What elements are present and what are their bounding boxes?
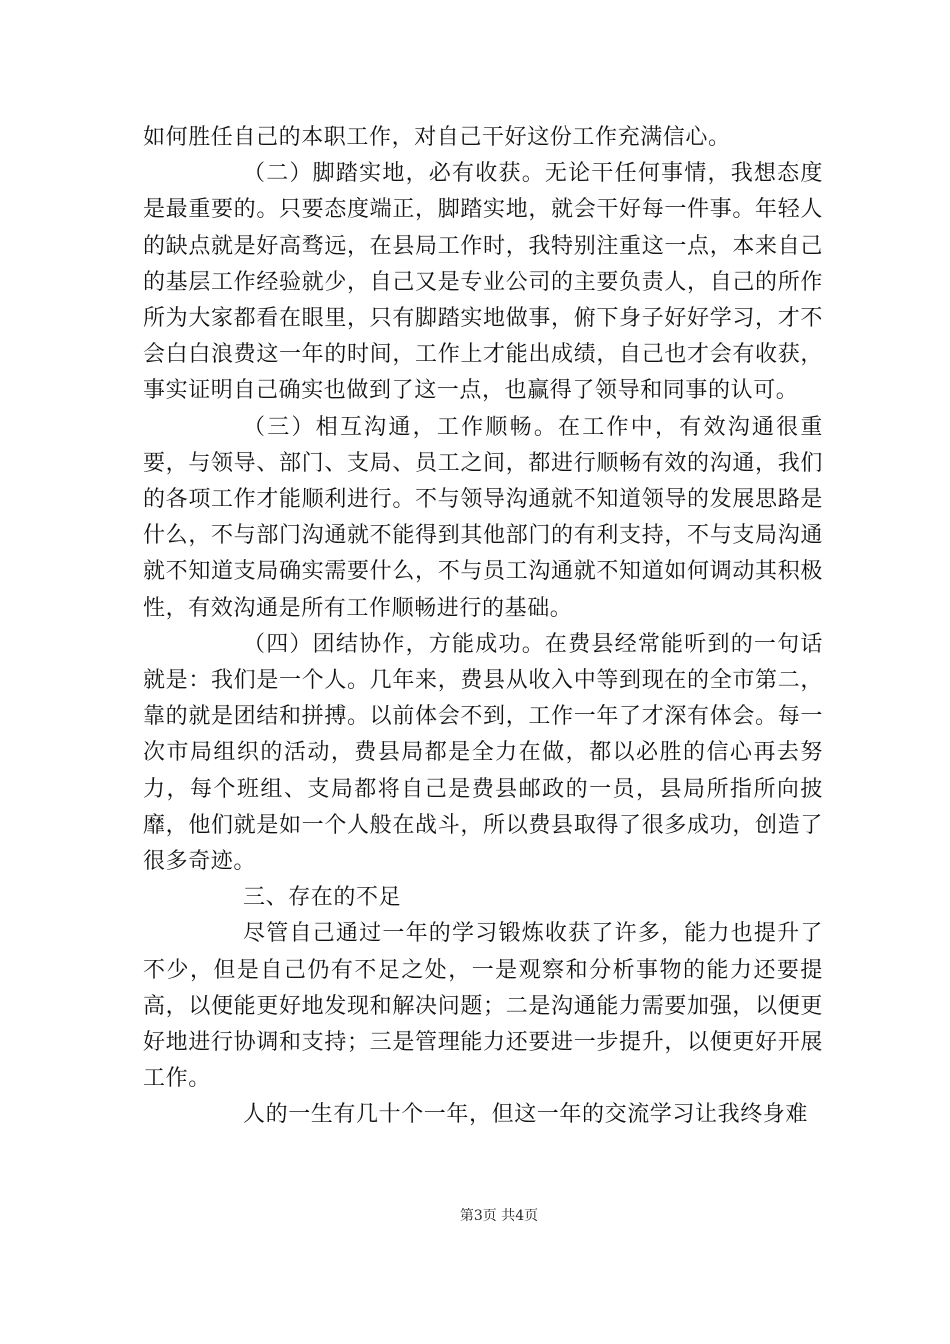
footer-suffix: 页 xyxy=(524,1208,539,1224)
footer-middle: 页 共 xyxy=(482,1208,516,1224)
footer-total-pages: 4 xyxy=(515,1208,525,1224)
paragraph-shortcomings: 尽管自己通过一年的学习锻炼收获了许多，能力也提升了不少，但是自己仍有不足之处，一是观察和分析事物的能力还要提高，以便能更好地发现和解决问题；二是沟通能力需要加强，以便更好地进行协调和支持；三是管理能力还要进一步提升，以便更好开展工作。 xyxy=(143,921,823,1092)
heading-shortcomings: 三、存在的不足 xyxy=(243,885,402,911)
paragraph-section-three: （三）相互沟通，工作顺畅。在工作中，有效沟通很重要，与领导、部门、支局、员工之间，都进行顺畅有效的沟通，我们的各项工作才能顺利进行。不与领导沟通就不知道领导的发展思路是什么，不与部门沟通就不能得到其他部门的有利支持，不与支局沟通就不知道支局确实需要什么，不与员工沟通就不知道如何调动其积极性，有效沟通是所有工作顺畅进行的基础。 xyxy=(143,414,823,621)
footer-page-number: 3 xyxy=(473,1208,483,1224)
footer-prefix: 第 xyxy=(459,1208,474,1224)
paragraph-continuation: 如何胜任自己的本职工作，对自己干好这份工作充满信心。 xyxy=(143,125,731,150)
paragraph-section-four: （四）团结协作，方能成功。在费县经常能听到的一句话就是：我们是一个人。几年来，费县从收入中等到现在的全市第二，靠的就是团结和拼搏。以前体会不到，工作一年了才深有体会。每一次市局组织的活动，费县局都是全力在做，都以必胜的信心再去努力，每个班组、支局都将自己是费县邮政的一员，县局所指所向披靡，他们就是如一个人般在战斗，所以费县取得了很多成功，创造了很多奇迹。 xyxy=(143,631,823,875)
page-footer xyxy=(0,1205,950,1225)
paragraph-section-two: （二）脚踏实地，必有收获。无论干任何事情，我想态度是最重要的。只要态度端正，脚踏实地，就会干好每一件事。年轻人的缺点就是好高骛远，在县局工作时，我特别注重这一点，本来自己的基层工作经验就少，自己又是专业公司的主要负责人，自己的所作所为大家都看在眼里，只有脚踏实地做事，俯下身子好好学习，才不会白白浪费这一年的时间，工作上才能出成绩，自己也才会有收获，事实证明自己确实也做到了这一点，也赢得了领导和同事的认可。 xyxy=(143,161,823,404)
document-body xyxy=(143,120,823,1134)
paragraph-closing: 人的一生有几十个一年，但这一年的交流学习让我终身难 xyxy=(243,1102,809,1128)
